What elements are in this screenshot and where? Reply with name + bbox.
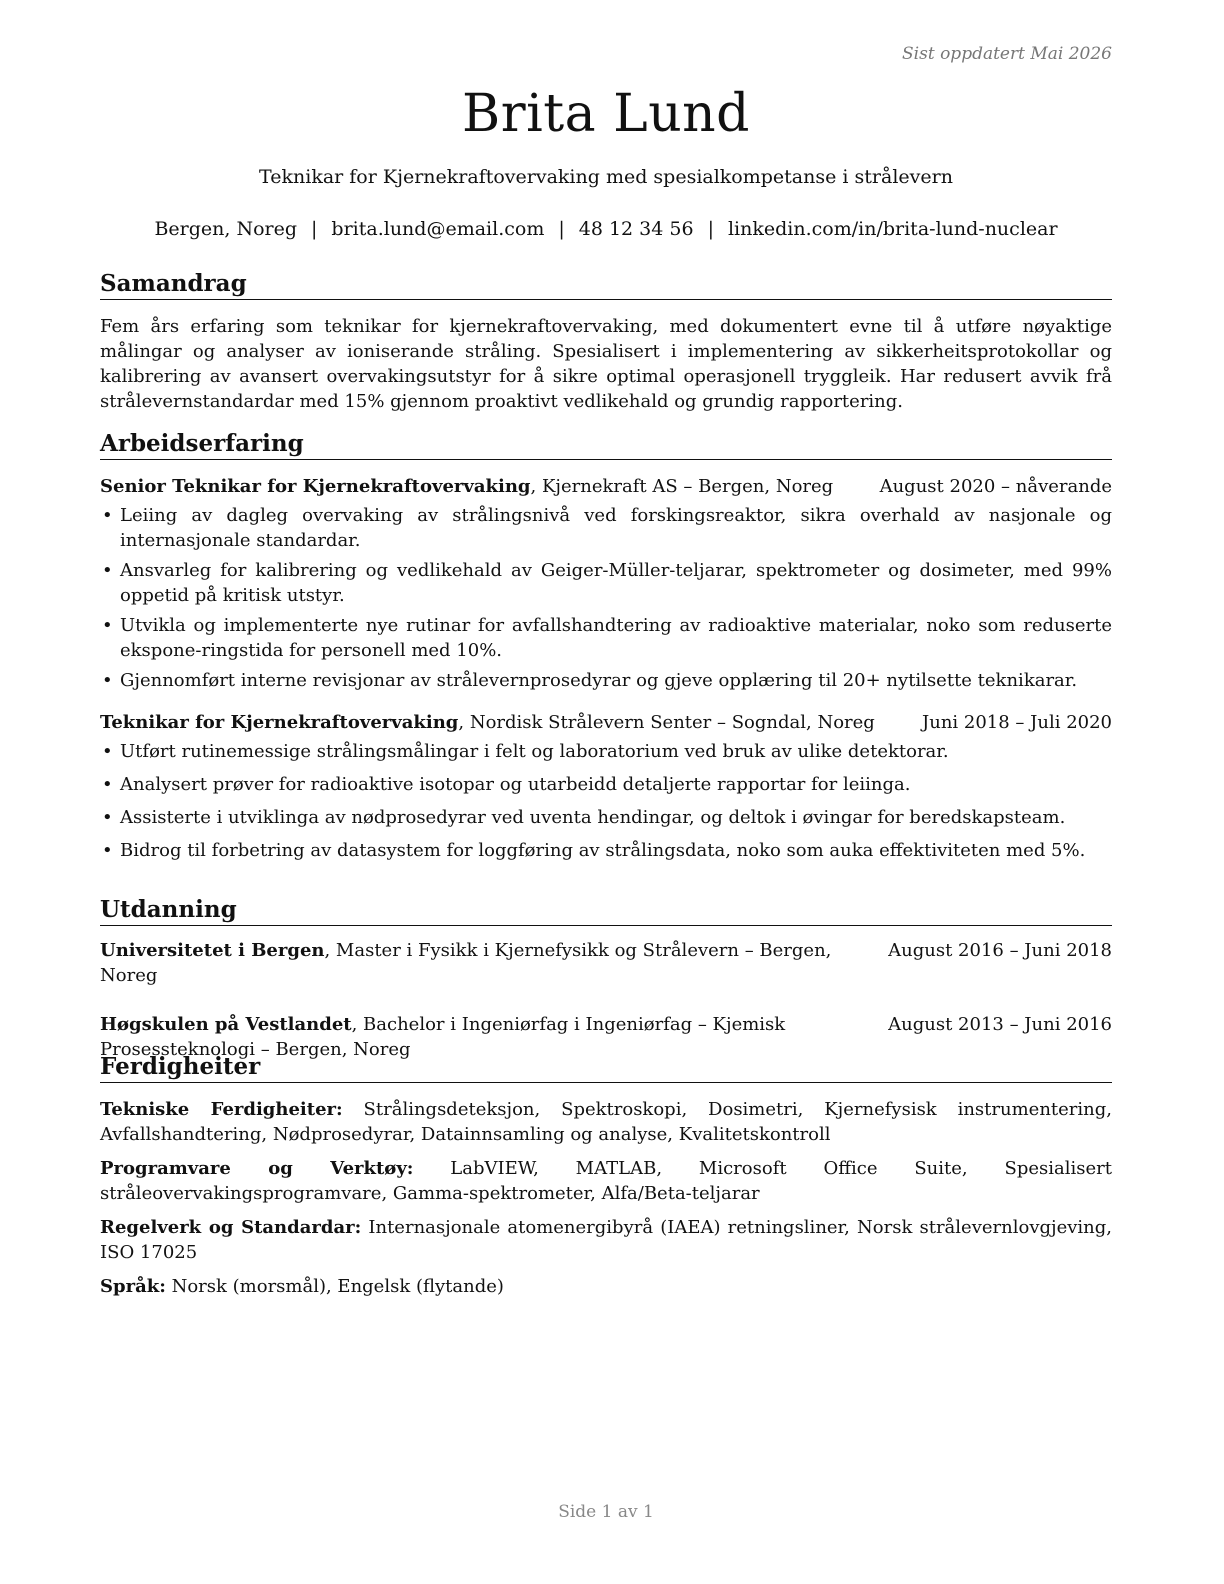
section-title: Ferdigheiter: [100, 1053, 1112, 1083]
job-org: , Kjernekraft AS – Bergen, Noreg: [530, 476, 834, 497]
skill-row: [100, 1274, 1112, 1299]
degree-detail: , Master i Fysikk i Kjernefysikk og Strålevern – Bergen, Noreg: [100, 940, 832, 986]
school-name: Høgskulen på Vestlandet: [100, 1014, 352, 1035]
summary-text: Fem års erfaring som teknikar for kjernekraftovervaking, med dokumentert evne til å utføre nøyaktige målingar og analyser av ioniserande stråling. Spesialisert i implementering av sikkerheitsprotokollar og kalibrering av avansert overvakingsutstyr for å sikre optimal operasjonell tryggleik. Har redusert avvik frå strålevernstandardar med 15% gjennom proaktivt vedlikehald og grundig rapportering.: [100, 316, 1112, 412]
skill-row: [100, 1156, 1112, 1206]
list-item: • Analysert prøver for radioaktive isotopar og utarbeidd detaljerte rapportar for leiinga.: [100, 772, 1112, 797]
last-updated: Sist oppdatert Mai 2026: [902, 44, 1112, 64]
contact-line: [100, 218, 1112, 240]
job-header: [100, 710, 1112, 735]
skill-row: [100, 1215, 1112, 1265]
contact-location: Bergen, Noreg: [154, 218, 298, 240]
list-item: • Bidrog til forbetring av datasystem for loggføring av strålingsdata, noko som auka effektiviteten med 5%.: [100, 838, 1112, 863]
summary-section: [100, 270, 1112, 414]
experience-section: [100, 430, 1112, 871]
list-item: • Gjennomført interne revisjonar av strålevernprosedyrar og gjeve opplæring til 20+ nytilsette teknikarar.: [100, 668, 1112, 693]
degree-detail: , Bachelor i Ingeniørfag i Ingeniørfag – Kjemisk Prosessteknologi – Bergen, Noreg: [100, 1014, 786, 1060]
list-item: • Utført rutinemessige strålingsmålingar i felt og laboratorium ved bruk av ulike detektorar.: [100, 739, 1112, 764]
job-entry: [100, 710, 1112, 863]
education-dates: August 2016 – Juni 2018: [888, 940, 1112, 961]
skill-value: Strålingsdeteksjon, Spektroskopi, Dosimetri, Kjernefysisk instrumentering, Avfallshandtering, Nødprosedyrar, Datainnsamling og analyse, Kvalitetskontroll: [100, 1099, 1112, 1145]
resume-page: [100, 0, 1112, 1584]
skill-label: Språk:: [100, 1276, 166, 1297]
list-item: • Assisterte i utviklinga av nødprosedyrar ved uventa hendingar, og deltok i øvingar for beredskapsteam.: [100, 805, 1112, 830]
contact-email[interactable]: brita.lund@email.com: [331, 218, 545, 240]
list-item: • Leiing av dagleg overvaking av strålingsnivå ved forskingsreaktor, sikra overhald av nasjonale og internasjonale standardar.: [100, 503, 1112, 553]
job-org: , Nordisk Strålevern Senter – Sogndal, Noreg: [458, 712, 875, 733]
list-item: • Ansvarleg for kalibrering og vedlikehald av Geiger-Müller-teljarar, spektrometer og dosimeter, med 99% oppetid på kritisk utstyr.: [100, 558, 1112, 608]
skills-section: [100, 1053, 1112, 1308]
job-dates: Juni 2018 – Juli 2020: [922, 712, 1112, 733]
education-dates: August 2013 – Juni 2016: [888, 1014, 1112, 1035]
skill-label: Regelverk og Standardar:: [100, 1217, 362, 1238]
contact-phone: 48 12 34 56: [578, 218, 694, 240]
skill-label: Tekniske Ferdigheiter:: [100, 1099, 343, 1120]
job-bullets: [100, 503, 1112, 693]
candidate-title: Teknikar for Kjernekraftovervaking med spesialkompetanse i strålevern: [259, 166, 953, 188]
contact-separator: |: [707, 218, 714, 240]
skill-label: Programvare og Verktøy:: [100, 1158, 414, 1179]
skill-value: Internasjonale atomenergibyrå (IAEA) retningsliner, Norsk strålevernlovgjeving, ISO 17025: [100, 1217, 1112, 1263]
job-dates: August 2020 – nåverande: [879, 476, 1112, 497]
skill-value: Norsk (morsmål), Engelsk (flytande): [165, 1276, 504, 1297]
section-title: Arbeidserfaring: [100, 430, 1112, 460]
page-number: Side 1 av 1: [558, 1502, 654, 1522]
job-entry: [100, 474, 1112, 693]
contact-separator: |: [558, 218, 565, 240]
job-role: Senior Teknikar for Kjernekraftovervaking: [100, 476, 531, 497]
skill-value: LabVIEW, MATLAB, Microsoft Office Suite, Spesialisert stråleovervakingsprogramvare, Gamma-spektrometer, Alfa/Beta-teljarar: [100, 1158, 1112, 1204]
job-bullets: [100, 739, 1112, 863]
job-role: Teknikar for Kjernekraftovervaking: [100, 712, 459, 733]
education-section: [100, 896, 1112, 1062]
section-title: Utdanning: [100, 896, 1112, 926]
skill-row: [100, 1097, 1112, 1147]
candidate-name: Brita Lund: [462, 84, 750, 144]
contact-separator: |: [311, 218, 318, 240]
list-item: • Utvikla og implementerte nye rutinar for avfallshandtering av radioaktive materialar, noko som reduserte ekspone-ringstida for personell med 10%.: [100, 613, 1112, 663]
school-name: Universitetet i Bergen: [100, 940, 325, 961]
education-entry: [100, 938, 1112, 988]
section-title: Samandrag: [100, 270, 1112, 300]
contact-linkedin[interactable]: linkedin.com/in/brita-lund-nuclear: [727, 218, 1058, 240]
job-header: [100, 474, 1112, 499]
